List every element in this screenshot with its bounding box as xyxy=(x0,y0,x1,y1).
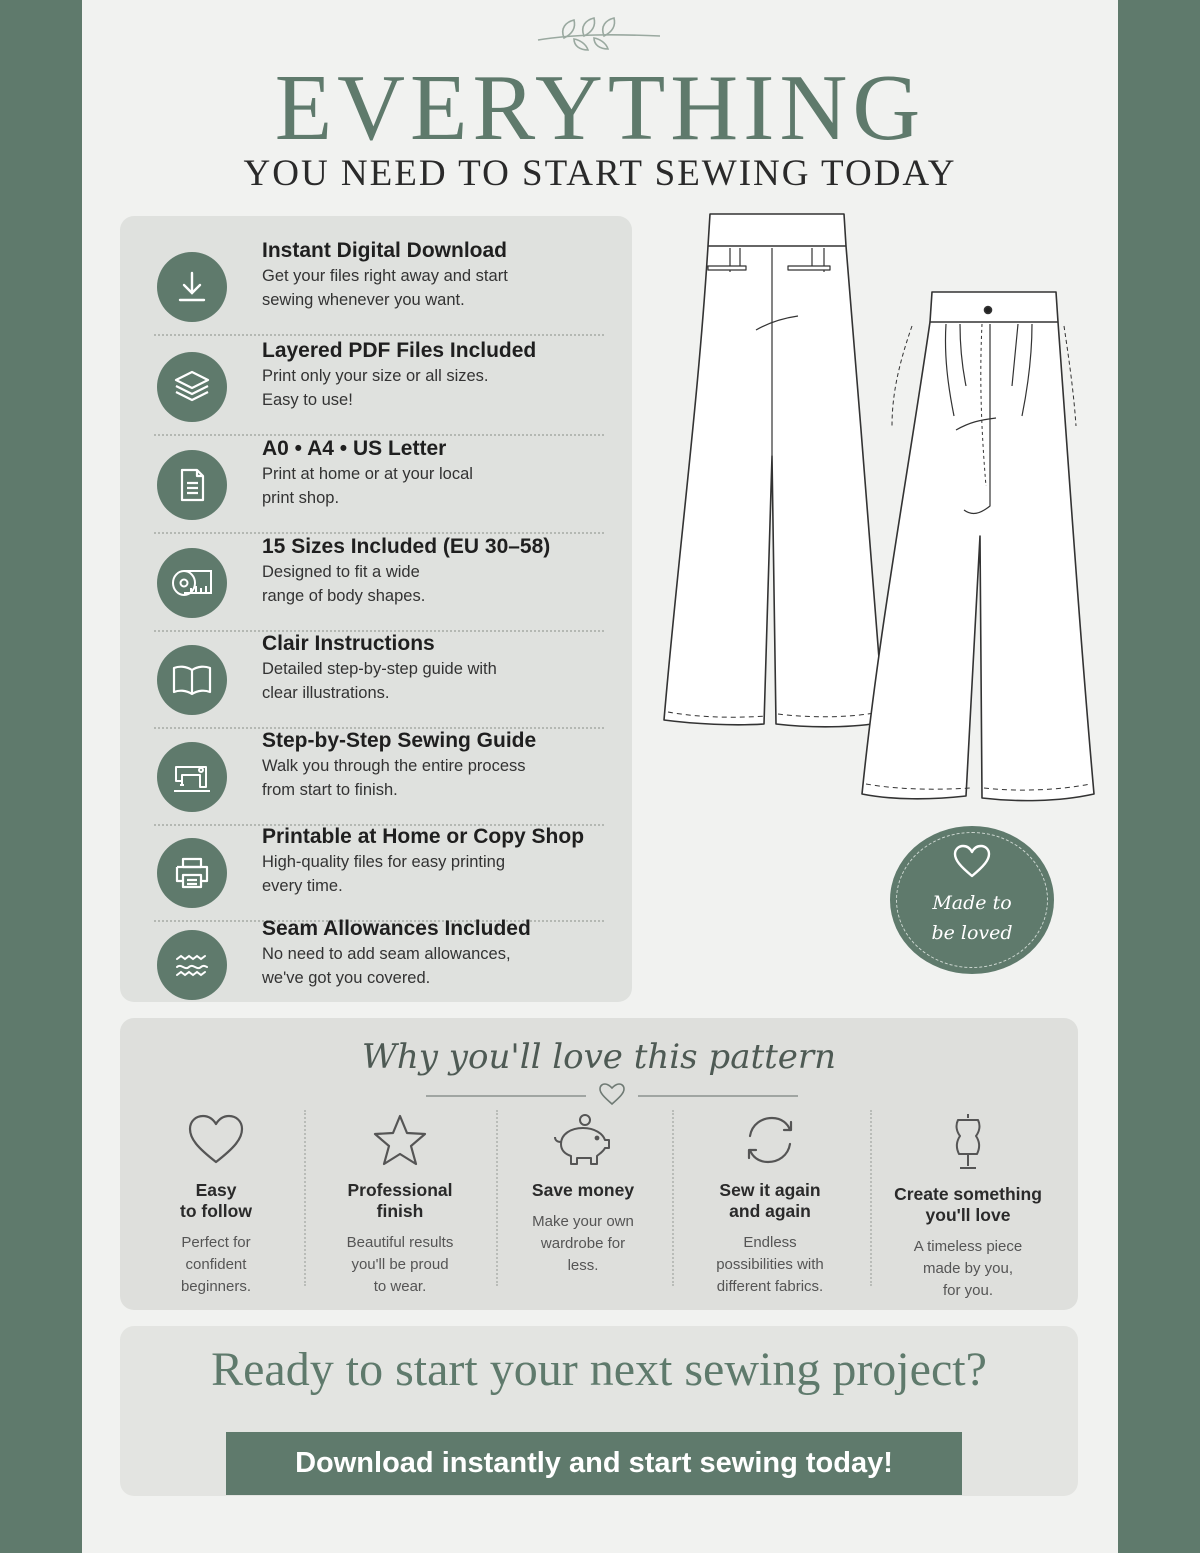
page-title: EVERYTHING xyxy=(274,56,926,160)
benefits-panel xyxy=(120,1018,1078,1310)
feature-description: High-quality files for easy printing every time. xyxy=(262,853,506,895)
heart-divider-icon xyxy=(426,1082,798,1108)
cta-panel xyxy=(120,1326,1078,1496)
benefit-easy-to-follow xyxy=(134,1108,298,1298)
feature-title: Instant Digital Download xyxy=(262,239,507,262)
download-icon xyxy=(157,252,227,322)
feature-item-seam-allowances xyxy=(154,916,604,1014)
benefit-sew-again xyxy=(680,1108,860,1298)
feature-item-sewing-guide xyxy=(154,728,604,826)
column-divider xyxy=(870,1110,872,1286)
feature-title: Clair Instructions xyxy=(262,632,435,655)
column-divider xyxy=(304,1110,306,1286)
feature-description: Print only your size or all sizes. Easy to use! xyxy=(262,367,489,409)
sewing-machine-icon xyxy=(157,742,227,812)
feature-title: 15 Sizes Included (EU 30–58) xyxy=(262,535,551,558)
dress-form-icon xyxy=(943,1112,993,1172)
benefit-description: A timeless piece made by you, for you. xyxy=(913,1238,1023,1299)
feature-item-sizes xyxy=(154,534,604,632)
feature-title: Seam Allowances Included xyxy=(262,917,531,940)
feature-item-layers xyxy=(154,338,604,436)
benefit-title: Sew it again and again xyxy=(719,1180,821,1221)
benefit-description: Perfect for confident beginners. xyxy=(180,1234,252,1295)
feature-item-paper-formats xyxy=(154,436,604,534)
piggy-bank-icon xyxy=(551,1112,615,1168)
feature-description: Walk you through the entire process from start to finish. xyxy=(262,757,526,799)
feature-description: Detailed step-by-step guide with clear illustrations. xyxy=(262,660,497,702)
column-divider xyxy=(672,1110,674,1286)
feature-description: Get your files right away and start sewing whenever you want. xyxy=(262,267,508,309)
feature-title: A0 • A4 • US Letter xyxy=(262,437,447,460)
benefit-description: Beautiful results you'll be proud to wear. xyxy=(346,1234,454,1295)
benefit-title: Easy to follow xyxy=(180,1180,252,1221)
leaf-sprig-icon xyxy=(534,14,664,54)
feature-title: Printable at Home or Copy Shop xyxy=(262,825,585,848)
feature-description: Print at home or at your local print shop. xyxy=(262,465,473,507)
divider xyxy=(154,334,604,336)
feature-description: No need to add seam allowances, we've got you covered. xyxy=(262,945,511,987)
heart-outline-icon xyxy=(186,1112,246,1168)
cta-title: Ready to start your next sewing project? xyxy=(211,1343,987,1396)
made-to-be-loved-badge xyxy=(890,826,1054,974)
layers-icon xyxy=(157,352,227,422)
feature-item-instructions xyxy=(154,631,604,729)
feature-description: Designed to fit a wide range of body shapes. xyxy=(262,563,426,605)
benefit-title: Create something you'll love xyxy=(894,1184,1042,1225)
seam-wave-icon xyxy=(157,930,227,1000)
trousers-illustration xyxy=(660,206,1110,806)
benefit-create-something xyxy=(876,1108,1060,1298)
benefits-title: Why you'll love this pattern xyxy=(361,1037,837,1077)
benefit-save-money xyxy=(500,1108,666,1298)
feature-title: Step-by-Step Sewing Guide xyxy=(262,729,537,752)
features-panel xyxy=(120,216,632,1002)
benefit-professional-finish xyxy=(310,1108,490,1298)
benefit-description: Make your own wardrobe for less. xyxy=(532,1213,634,1274)
refresh-icon xyxy=(740,1112,800,1168)
page-subtitle: YOU NEED TO START SEWING TODAY xyxy=(243,153,957,194)
column-divider xyxy=(496,1110,498,1286)
badge-text: Made to be loved xyxy=(931,892,1013,944)
printer-icon xyxy=(157,838,227,908)
document-icon xyxy=(157,450,227,520)
measuring-tape-icon xyxy=(157,548,227,618)
star-icon xyxy=(370,1112,430,1168)
flyer-page xyxy=(82,0,1118,1553)
feature-item-download xyxy=(154,238,604,336)
benefit-title: Save money xyxy=(531,1180,635,1200)
download-button[interactable]: Download instantly and start sewing today! xyxy=(226,1432,962,1495)
open-book-icon xyxy=(157,645,227,715)
benefit-title: Professional finish xyxy=(347,1180,453,1221)
feature-item-printable xyxy=(154,824,604,922)
heart-icon xyxy=(952,844,992,880)
benefit-description: Endless possibilities with different fabrics. xyxy=(716,1234,824,1295)
feature-title: Layered PDF Files Included xyxy=(262,339,537,362)
